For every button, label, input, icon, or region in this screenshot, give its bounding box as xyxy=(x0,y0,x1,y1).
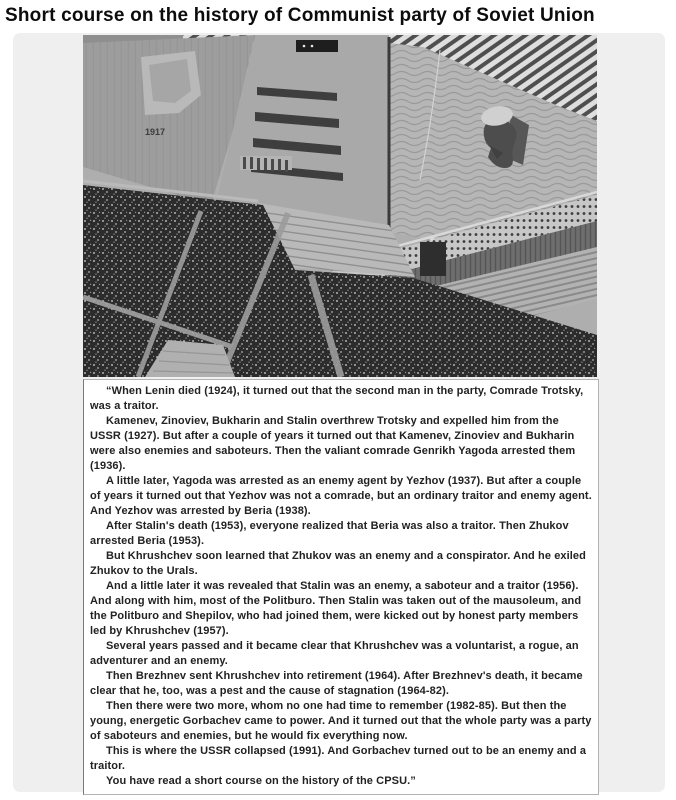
article-paragraph: A little later, Yagoda was arrested as an enemy agent by Yezhov (1937). But after a couple of years it turned out that Yezhov was not a comrade, but an ordinary traitor and enemy agent. And Yezhov was arrested by Beria (1938). xyxy=(90,475,592,517)
cpsu-congress-hall-photo xyxy=(83,35,597,377)
article-paragraph: Kamenev, Zinoviev, Bukharin and Stalin overthrew Trotsky and expelled him from the USSR (1927). But after a couple of years it turned out that Kamenev, Zinoviev and Bukharin were also enemies and saboteurs. Then the valiant comrade Genrikh Yagoda arrested them (1936). xyxy=(90,415,576,472)
article-paragraph: Then Brezhnev sent Khrushchev into retirement (1964). After Brezhnev's death, it became clear that he, too, was a pest and the cause of stagnation (1964-82). xyxy=(90,670,583,697)
article-paragraph: Then there were two more, whom no one had time to remember (1982-85). But then the young, energetic Gorbachev came to power. And it turned out that the whole party was a party of saboteurs and enemies, but he would fix everything now. xyxy=(90,700,592,742)
article-paragraph: “When Lenin died (1924), it turned out that the second man in the party, Comrade Trotsky, was a traitor. xyxy=(90,385,584,412)
content-column xyxy=(83,35,599,795)
article-paragraph: You have read a short course on the history of the CPSU.” xyxy=(106,775,416,787)
article-text-panel xyxy=(83,379,599,795)
content-panel xyxy=(13,33,665,792)
article-paragraph: This is where the USSR collapsed (1991). And Gorbachev turned out to be an enemy and a traitor. xyxy=(90,745,587,772)
sign-board xyxy=(296,40,338,52)
podium xyxy=(420,242,446,276)
article-paragraph: After Stalin's death (1953), everyone realized that Beria was also a traitor. Then Zhukov arrested Beria (1953). xyxy=(90,520,569,547)
speaker-head xyxy=(429,235,434,240)
page-title: Short course on the history of Communist party of Soviet Union xyxy=(5,5,595,26)
article-paragraph: And a little later it was revealed that Stalin was an enemy, a saboteur and a traitor (1956). And along with him, most of the Politburo. Then Stalin was taken out of the mausoleum, and the Politburo and Shepilov, who had joined them, were kicked out by honest party members led by Khrushchev (1957). xyxy=(90,580,582,637)
flag-row xyxy=(240,156,292,172)
article-paragraph: Several years passed and it became clear that Khrushchev was a voluntarist, a rogue, an adventurer and an enemy. xyxy=(90,640,579,667)
article-paragraph: But Khrushchev soon learned that Zhukov was an enemy and a conspirator. And he exiled Zhukov to the Urals. xyxy=(90,550,586,577)
relief-year-text: 1917 xyxy=(145,127,166,137)
